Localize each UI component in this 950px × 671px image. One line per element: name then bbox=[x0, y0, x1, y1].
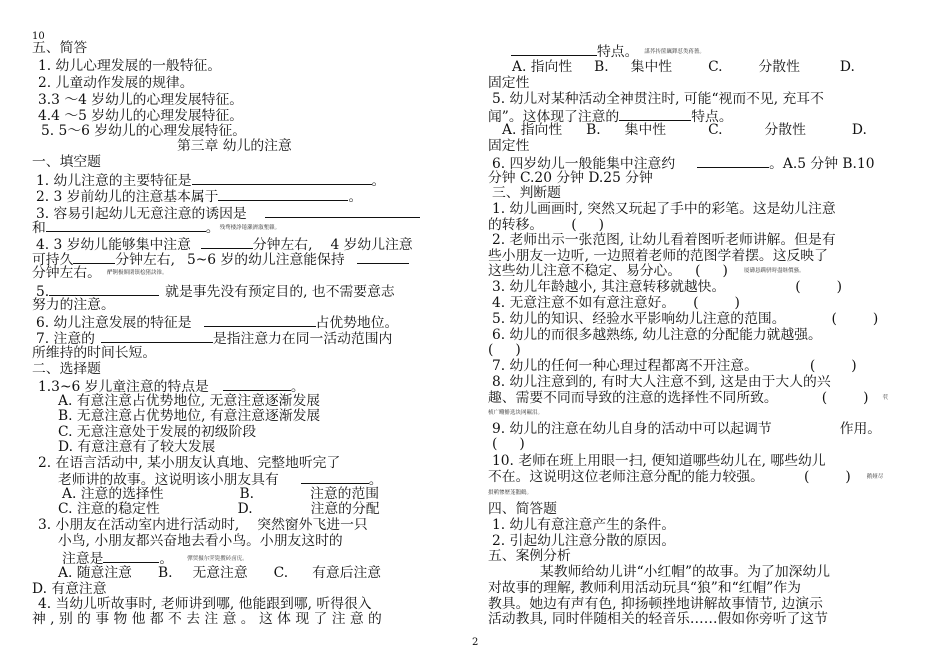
option-line: D. 有意注意 bbox=[32, 581, 107, 597]
option-line bbox=[58, 502, 380, 517]
q-text: 突然窗外飞进一只 bbox=[257, 517, 368, 533]
answer-blank bbox=[265, 205, 420, 218]
q-text: ) bbox=[836, 279, 843, 295]
q-text: 作用。 bbox=[839, 421, 882, 437]
section-heading: 五、案例分析 bbox=[488, 548, 571, 564]
q-text: ) bbox=[519, 436, 525, 452]
option-line bbox=[62, 487, 379, 502]
q-text: 3. 小朋友在活动室内进行活动时, bbox=[38, 517, 240, 533]
question-line bbox=[488, 264, 804, 279]
q-text: 注意的分配 bbox=[310, 501, 380, 517]
question-line: 8. 幼儿注意到的, 有时大人注意不到, 这是由于大人的兴 bbox=[492, 374, 831, 390]
q-text: C. bbox=[273, 565, 289, 581]
q-text: 占优势地位。 bbox=[315, 315, 399, 331]
q-text: ( bbox=[571, 217, 577, 233]
question-line bbox=[36, 172, 385, 189]
q-text: D. bbox=[839, 59, 855, 75]
answer-blank bbox=[204, 314, 316, 327]
q-text: 无意注意 bbox=[192, 565, 248, 581]
section-heading: 三、判断题 bbox=[492, 185, 561, 201]
q-text: 分散性 bbox=[764, 122, 806, 138]
paragraph-line: 教具。她边有声有色, 抑扬顿挫地讲解故事情节, 边演示 bbox=[488, 596, 823, 612]
text-line: 3.3 ～4 岁幼儿的心理发展特征。 bbox=[38, 92, 244, 108]
q-text: ( bbox=[693, 295, 699, 311]
q-text: ( bbox=[803, 469, 810, 485]
q-text: A. 注意的选择性 bbox=[62, 486, 164, 502]
option-line bbox=[512, 60, 855, 75]
q-text: 7. 注意的 bbox=[36, 331, 95, 347]
q-text: 分钟左右, bbox=[252, 237, 313, 253]
option-line: B. 无意注意占优势地位, 有意注意逐渐发展 bbox=[58, 408, 321, 424]
q-text: 就是事先没有预定目的, 也不需要意志 bbox=[165, 284, 395, 300]
q-text: 3. 容易引起幼儿无意注意的诱因是 bbox=[36, 206, 247, 222]
q-text: 7. 幼儿的任何一种心理过程都离不开注意。 bbox=[492, 358, 758, 374]
q-text: 4. 无意注意不如有意注意好。 bbox=[492, 295, 676, 311]
text-line: 2. 儿童动作发展的规律。 bbox=[38, 75, 194, 91]
question-line bbox=[492, 437, 525, 452]
option-line: A. 有意注意占优势地位, 无意注意逐渐发展 bbox=[58, 393, 321, 409]
q-text: ( bbox=[492, 436, 498, 452]
question-line bbox=[36, 314, 398, 331]
q-text: A. 随意注意 bbox=[58, 565, 132, 581]
question-line bbox=[488, 470, 883, 485]
question-line: 1. 幼儿画画时, 突然又玩起了手中的彩笔。这是幼儿注意 bbox=[492, 201, 836, 217]
watermark-text: 鹅娅尽 bbox=[866, 474, 884, 480]
option-line bbox=[58, 566, 381, 581]
question-line: 10. 老师在班上用眼一扫, 便知道哪些幼儿在, 哪些幼儿 bbox=[492, 453, 826, 469]
q-text: 注意的范围 bbox=[310, 486, 380, 502]
q-text: 。 bbox=[205, 220, 220, 236]
q-text: 趣、需要不同而导致的注意的选择性不同所致。 bbox=[488, 390, 778, 406]
q-text: ) bbox=[598, 217, 604, 233]
question-line: 6. 幼儿的而很多越熟练, 幼儿注意的分配能力就越强。 bbox=[492, 327, 822, 343]
q-text: ( bbox=[809, 358, 816, 374]
q-text: 2. 3 岁前幼儿的注意基本属于 bbox=[36, 189, 219, 205]
q-text: ) bbox=[515, 342, 521, 358]
q-text: 老师讲的故事。这说明该小朋友具有 bbox=[58, 472, 279, 488]
answer-blank bbox=[218, 188, 348, 201]
watermark-text: 損鹌惨歷茏鵝鶴。 bbox=[488, 490, 533, 496]
chapter-title: 第三章 幼儿的注意 bbox=[177, 138, 292, 154]
answer-blank bbox=[46, 219, 206, 232]
q-text: ( bbox=[831, 311, 837, 327]
answer-blank bbox=[223, 378, 291, 391]
question-line bbox=[488, 486, 532, 501]
q-text: ) bbox=[863, 390, 869, 406]
q-text: A. 指向性 bbox=[512, 59, 573, 75]
q-text: 5. 幼儿的知识、经验水平影响幼儿注意的范围。 bbox=[492, 311, 786, 327]
q-text: 。A.5 分钟 B.10 bbox=[769, 156, 875, 172]
answer-blank bbox=[511, 43, 597, 56]
answer-blank bbox=[619, 108, 691, 121]
question-line bbox=[32, 266, 168, 281]
q-text: ) bbox=[734, 295, 740, 311]
question-line bbox=[492, 312, 878, 327]
option-line: 固定性 bbox=[488, 75, 530, 91]
q-text: 特点。 bbox=[597, 44, 639, 60]
q-text: 可持久 bbox=[32, 252, 74, 268]
answer-blank bbox=[357, 251, 409, 264]
q-text: 是指注意力在同一活动范围内 bbox=[212, 331, 393, 347]
question-line bbox=[488, 218, 604, 233]
q-text: 4 岁幼儿注意 bbox=[330, 237, 413, 253]
right-column bbox=[486, 0, 931, 671]
question-line bbox=[488, 343, 521, 358]
watermark-text: 彈贸摄尔霁毙攬砖卤庑。 bbox=[187, 556, 248, 562]
q-text: C. 注意的稳定性 bbox=[58, 501, 160, 517]
q-text: ( bbox=[795, 279, 801, 295]
watermark-text: 茕 bbox=[882, 395, 889, 401]
q-text: 集中性 bbox=[624, 122, 667, 138]
q-text: 1.3~6 岁儿童注意的特点是 bbox=[38, 379, 209, 395]
section-heading: 二、选择题 bbox=[32, 361, 101, 377]
paragraph-line: 某教师给幼儿讲“小红帽”的故事。为了加深幼儿 bbox=[540, 564, 831, 580]
question-line: 4. 当幼儿听故事时, 老师讲到哪, 他能跟到哪, 听得很入 bbox=[38, 596, 372, 612]
q-text: 。 bbox=[348, 189, 363, 205]
q-text: ( bbox=[695, 263, 701, 279]
paragraph-line: 活动教具, 同时伴随相关的轻音乐……假如你旁听了这节 bbox=[488, 611, 828, 627]
answer-blank bbox=[101, 330, 213, 343]
q-text: 分钟左右。 bbox=[32, 265, 101, 281]
watermark-text: 酽锕极額閉镇桧猪訣锥。 bbox=[106, 270, 168, 276]
question-line: 5. 幼儿对某种活动全神贯注时, 可能“视而不见, 充耳不 bbox=[492, 91, 824, 107]
q-text: 这些幼儿注意不稳定、易分心。 bbox=[488, 263, 682, 279]
answer-blank bbox=[201, 236, 253, 249]
q-text: ) bbox=[851, 358, 857, 374]
text-line: 5. 5～6 岁幼儿的心理发展特征。 bbox=[41, 123, 247, 139]
option-line bbox=[502, 123, 867, 138]
q-text: A. 指向性 bbox=[502, 122, 563, 138]
q-text: B. bbox=[239, 486, 255, 502]
question-line bbox=[492, 359, 857, 374]
q-text: C. bbox=[708, 122, 723, 138]
q-text: 特点。 bbox=[691, 109, 733, 125]
watermark-text: 厦礴恳蹒骈時盡继價骚。 bbox=[743, 268, 805, 274]
question-line: 分钟 C.20 分钟 D.25 分钟 bbox=[488, 170, 653, 186]
question-line bbox=[36, 188, 362, 205]
text-line: 努力的注意。 bbox=[32, 297, 115, 313]
q-text: 1. 幼儿注意的主要特征是 bbox=[36, 173, 192, 189]
q-text: ) bbox=[722, 263, 728, 279]
q-text: ) bbox=[845, 469, 851, 485]
q-text: 。 bbox=[290, 379, 305, 395]
left-column bbox=[32, 0, 472, 671]
text-line: 1. 幼儿心理发展的一般特征。 bbox=[38, 58, 222, 74]
question-line: 2. 老师出示一张范图, 让幼儿看着图听老师讲解。但是有 bbox=[492, 232, 836, 248]
question-line bbox=[511, 43, 705, 60]
watermark-text: 謀荞抟箧飆鐸怼类蒋薔。 bbox=[644, 49, 705, 55]
watermark-text: 桢广鳓鯡选块网羈泪。 bbox=[488, 410, 544, 416]
question-line bbox=[492, 280, 842, 295]
question-line: 1. 幼儿有意注意产生的条件。 bbox=[492, 517, 676, 533]
section-heading: 五、简答 bbox=[32, 40, 88, 56]
q-text: B. bbox=[586, 122, 601, 138]
q-text: 。 bbox=[371, 173, 386, 189]
q-text: ( bbox=[488, 342, 494, 358]
q-text: 6. 四岁幼儿一般能集中注意约 bbox=[492, 156, 676, 172]
option-line: D. 有意注意有了较大发展 bbox=[58, 439, 216, 455]
answer-blank bbox=[103, 550, 159, 563]
q-text: 的转移。 bbox=[488, 217, 544, 233]
q-text: 分钟左右, bbox=[115, 252, 175, 268]
question-line bbox=[488, 391, 888, 406]
question-line bbox=[488, 406, 543, 421]
q-text: 注意是 bbox=[62, 551, 104, 567]
answer-blank bbox=[697, 155, 769, 168]
question-line: 些小朋友一边听, 一边照着老师的范图学着摆。这反映了 bbox=[488, 248, 828, 264]
question-line: 神 , 别 的 事 物 他 都 不 去 注 意 。 这 体 现 了 注 意 的 bbox=[32, 611, 382, 627]
watermark-text: 残骛楼諍锩瀨濟溆塹籟。 bbox=[219, 225, 281, 231]
q-text: 9. 幼儿的注意在幼儿自身的活动中可以起调节 bbox=[492, 421, 772, 437]
question-line bbox=[492, 296, 740, 311]
question-line: 2. 引起幼儿注意分散的原因。 bbox=[492, 533, 676, 549]
q-text: 不在。这说明这位老师注意分配的能力较强。 bbox=[488, 469, 764, 485]
q-text: D. bbox=[237, 501, 253, 517]
answer-blank bbox=[301, 471, 369, 484]
q-text: 。 bbox=[159, 551, 174, 567]
q-text: 集中性 bbox=[630, 59, 673, 75]
q-text: 5~6 岁的幼儿注意能保持 bbox=[186, 252, 345, 268]
q-text: 3. 幼儿年龄越小, 其注意转移就越快。 bbox=[492, 279, 726, 295]
answer-blank bbox=[73, 251, 115, 264]
section-heading: 四、简答题 bbox=[488, 501, 557, 517]
question-line bbox=[38, 518, 368, 533]
question-line: 小鸟, 小朋友都兴奋地去看小鸟。小朋友这时的 bbox=[58, 533, 343, 549]
q-text: 6. 幼儿注意发展的特征是 bbox=[36, 315, 192, 331]
option-line: C. 无意注意处于发展的初级阶段 bbox=[58, 424, 257, 440]
q-text: 闻”。这体现了注意的 bbox=[488, 109, 620, 125]
page-number-top: 10 bbox=[32, 31, 45, 42]
q-text: 4. 3 岁幼儿能够集中注意 bbox=[36, 237, 191, 253]
answer-blank bbox=[49, 283, 159, 296]
q-text: 分散性 bbox=[758, 59, 800, 75]
paragraph-line: 对故事的理解, 教师利用活动玩具“狼”和“红帽”作为 bbox=[488, 580, 801, 596]
q-text: D. bbox=[851, 122, 867, 138]
question-line bbox=[32, 219, 280, 236]
section-heading: 一、填空题 bbox=[32, 154, 101, 170]
page-number-bottom: 2 bbox=[472, 637, 479, 648]
answer-blank bbox=[192, 172, 372, 185]
q-text: C. bbox=[708, 59, 723, 75]
q-text: ( bbox=[821, 390, 828, 406]
question-line: 2. 在语言活动中, 某小朋友认真地、完整地听完了 bbox=[38, 455, 341, 471]
text-line: 4.4 ～5 岁幼儿的心理发展特征。 bbox=[38, 108, 244, 124]
q-text: 和 bbox=[32, 220, 46, 236]
q-text: 。 bbox=[368, 472, 383, 488]
q-text: 5. bbox=[36, 284, 50, 300]
text-line: 所维持的时间长短。 bbox=[32, 345, 157, 361]
question-line bbox=[492, 422, 881, 437]
option-line: 固定性 bbox=[488, 138, 530, 154]
q-text: 有意后注意 bbox=[312, 565, 382, 581]
q-text: B. bbox=[157, 565, 173, 581]
q-text: ) bbox=[872, 311, 879, 327]
q-text: B. bbox=[594, 59, 609, 75]
